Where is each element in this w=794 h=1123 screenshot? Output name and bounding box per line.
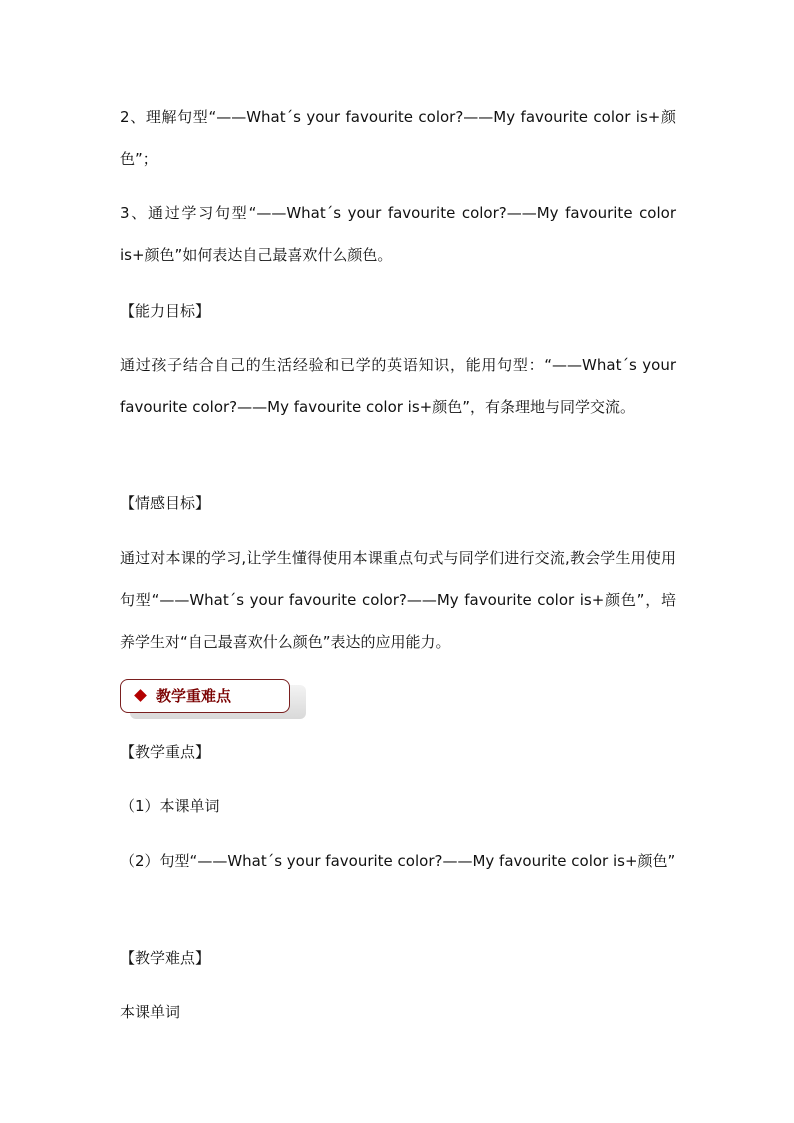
section-banner (120, 679, 292, 715)
difficult-point-1: 本课单词 (120, 1003, 181, 1021)
section-title: 教学重难点 (156, 687, 232, 705)
heading-key-points: 【教学重点】 (120, 743, 211, 761)
heading-ability-goal: 【能力目标】 (120, 302, 211, 320)
document-page (120, 0, 676, 1123)
key-point-2: （2）句型“——What´s your favourite color?——My favourite color is+颜色” (120, 852, 676, 870)
key-point-1: （1）本课单词 (120, 797, 220, 815)
paragraph-ability: 通过孩子结合自己的生活经验和已学的英语知识，能用句型：“——What´s your favourite color?——My favourite color is+颜色”，有条理地与同学交流。 (120, 356, 676, 416)
paragraph-emotion: 通过对本课的学习,让学生懂得使用本课重点句式与同学们进行交流,教会学生用使用句型“——What´s your favourite color?——My favourite color is+颜色”，培养学生对“自己最喜欢什么颜色”表达的应用能力。 (120, 549, 676, 651)
heading-difficult-points: 【教学难点】 (120, 949, 211, 967)
paragraph-goal-2: 2、理解句型“——What´s your favourite color?——My favourite color is+颜色”； (120, 108, 676, 168)
heading-emotion-goal: 【情感目标】 (120, 494, 211, 512)
paragraph-goal-3: 3、通过学习句型“——What´s your favourite color?——My favourite color is+颜色”如何表达自己最喜欢什么颜色。 (120, 204, 676, 264)
